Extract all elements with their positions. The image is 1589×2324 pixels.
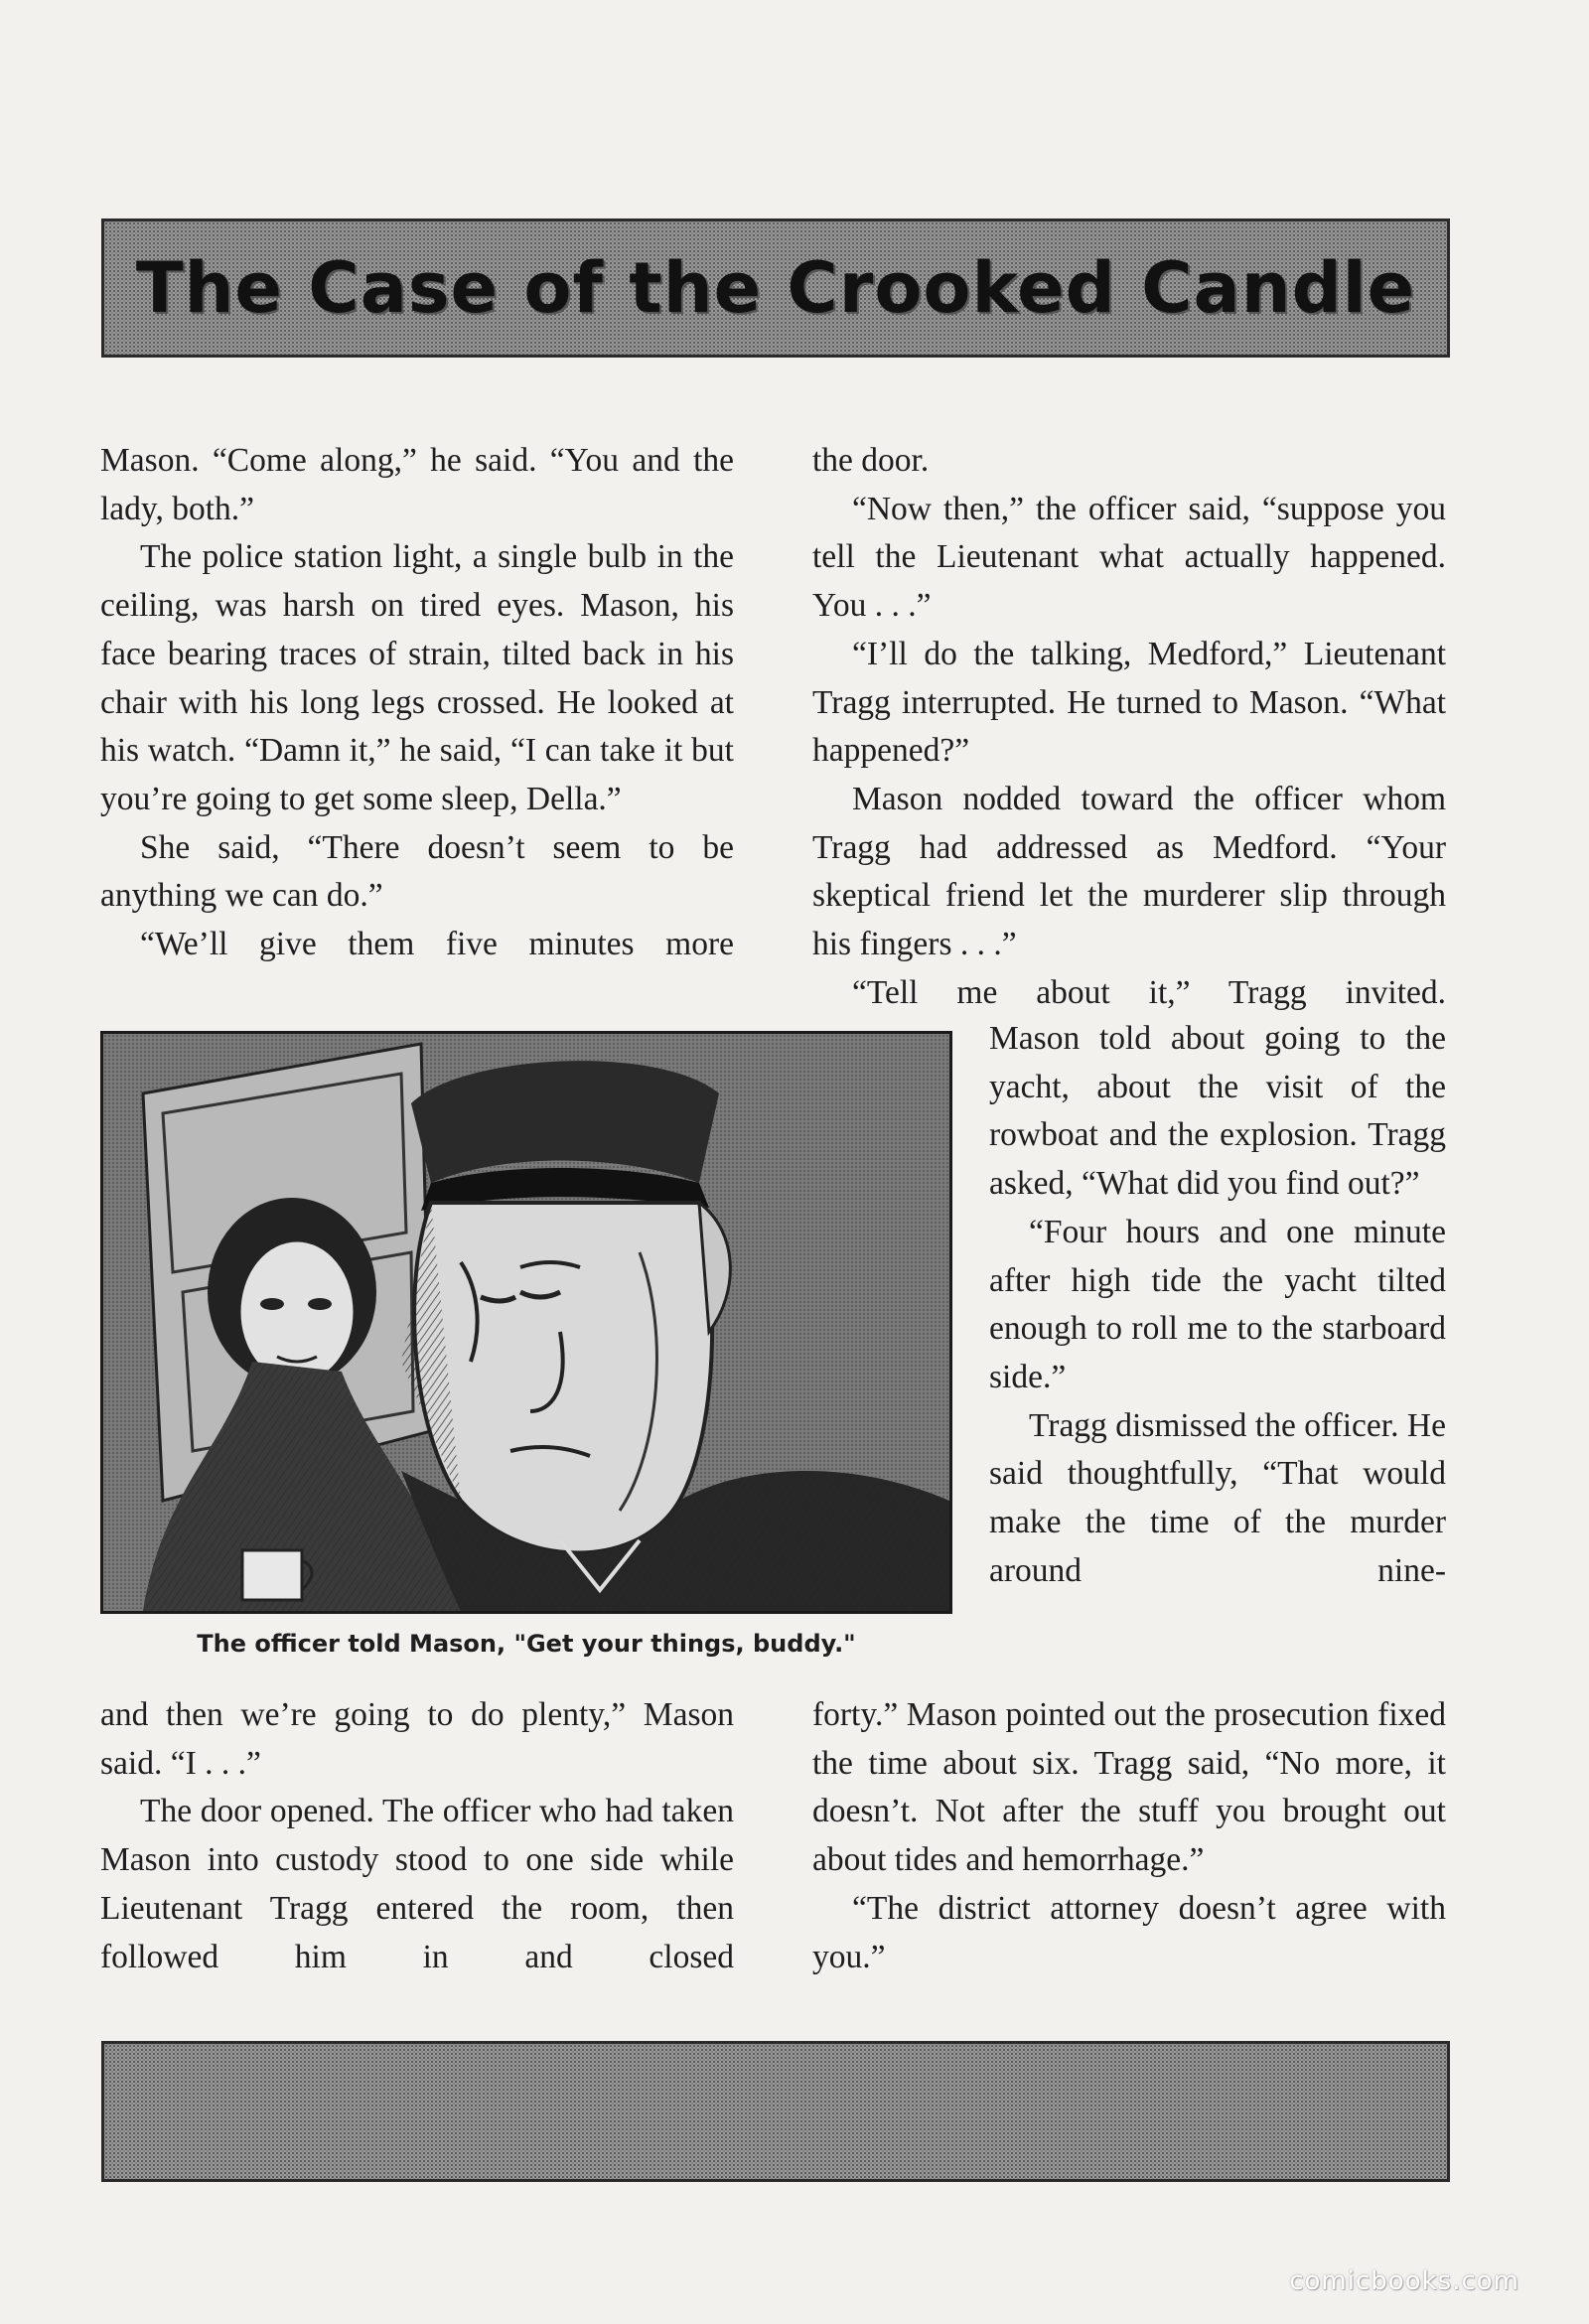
paragraph: The police station light, a single bulb in the ceiling, was harsh on tired eyes. Mason, his face bearing traces of strain, tilted back in his chair with his long legs crossed. He looked at his watch. “Damn it,” he said, “I can take it but you’re going to get some sleep, Della.” xyxy=(100,538,734,817)
right-column-bottom xyxy=(812,1691,1446,1981)
paragraph: “Four hours and one minute after high tide the yacht tilted enough to roll me to the starboard side.” xyxy=(989,1213,1446,1395)
paragraph: Tragg dismissed the officer. He said thoughtfully, “That would make the time of the murder around nine- xyxy=(989,1406,1446,1589)
bottom-banner xyxy=(101,2041,1450,2182)
paragraph: the door. xyxy=(812,442,930,479)
watermark: comicbooks.com xyxy=(1289,2266,1519,2296)
paragraph: “Tell me about it,” Tragg invited. xyxy=(852,973,1446,1011)
paragraph: “I’ll do the talking, Medford,” Lieutenant Tragg interrupted. He turned to Mason. “What happened?” xyxy=(812,635,1446,770)
paragraph: forty.” Mason pointed out the prosecution fixed the time about six. Tragg said, “No more, it doesn’t. Not after the stuff you brought out about tides and hemorrhage.” xyxy=(812,1696,1446,1879)
paragraph: “The district attorney doesn’t agree with you.” xyxy=(812,1889,1446,1975)
right-column-wrap xyxy=(989,1015,1446,1595)
officer-and-della-drawing xyxy=(103,1034,949,1611)
paragraph: Mason told about going to the yacht, about the visit of the rowboat and the explosion. Tragg asked, “What did you find out?” xyxy=(989,1020,1446,1203)
paragraph: “We’ll give them five minutes more xyxy=(140,926,734,963)
paragraph: Mason. “Come along,” he said. “You and the lady, both.” xyxy=(100,442,734,527)
left-column-bottom xyxy=(100,1691,734,1981)
right-column-top xyxy=(812,437,1446,1017)
paragraph: and then we’re going to do plenty,” Mason said. “I . . .” xyxy=(100,1696,734,1782)
left-column-top xyxy=(100,437,734,969)
illustration-caption: The officer told Mason, "Get your things, buddy." xyxy=(197,1630,856,1658)
paragraph: “Now then,” the officer said, “suppose you tell the Lieutenant what actually happened. You . . .” xyxy=(812,490,1446,625)
paragraph: The door opened. The officer who had taken Mason into custody stood to one side while Lieutenant Tragg entered the room, then followed him in and closed xyxy=(100,1793,734,1975)
title-banner xyxy=(101,218,1450,358)
story-illustration xyxy=(100,1031,952,1614)
story-title: The Case of the Crooked Candle xyxy=(135,247,1416,329)
paragraph: She said, “There doesn’t seem to be anything we can do.” xyxy=(100,828,734,915)
paragraph: Mason nodded toward the officer whom Tragg had addressed as Medford. “Your skeptical friend let the murderer slip through his fingers . . .” xyxy=(812,780,1446,963)
